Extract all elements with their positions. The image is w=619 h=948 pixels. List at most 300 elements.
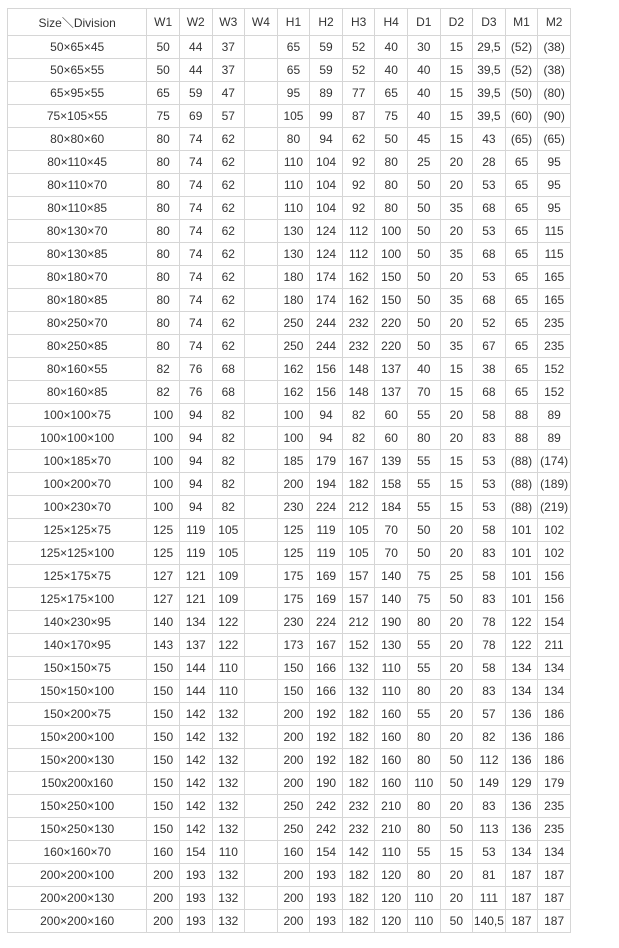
value-cell: 15 bbox=[440, 841, 473, 864]
value-cell: 180 bbox=[277, 266, 310, 289]
header-m1: M1 bbox=[505, 9, 538, 36]
value-cell: 250 bbox=[277, 312, 310, 335]
table-row bbox=[8, 795, 571, 818]
table-row bbox=[8, 772, 571, 795]
value-cell: 111 bbox=[473, 887, 506, 910]
value-cell: 89 bbox=[538, 404, 571, 427]
table-body bbox=[8, 36, 571, 933]
value-cell: 166 bbox=[310, 680, 343, 703]
spec-table-container bbox=[7, 8, 571, 933]
value-cell: (88) bbox=[505, 473, 538, 496]
value-cell: 55 bbox=[407, 496, 440, 519]
value-cell: 132 bbox=[212, 887, 245, 910]
value-cell: 134 bbox=[505, 680, 538, 703]
value-cell: 62 bbox=[212, 243, 245, 266]
value-cell: 192 bbox=[310, 726, 343, 749]
value-cell: 150 bbox=[375, 266, 408, 289]
value-cell: 15 bbox=[440, 381, 473, 404]
value-cell: 185 bbox=[277, 450, 310, 473]
value-cell: 81 bbox=[473, 864, 506, 887]
value-cell: 50 bbox=[440, 588, 473, 611]
value-cell: 80 bbox=[407, 726, 440, 749]
table-row bbox=[8, 703, 571, 726]
value-cell: 193 bbox=[310, 887, 343, 910]
value-cell: 101 bbox=[505, 588, 538, 611]
value-cell: 160 bbox=[375, 772, 408, 795]
value-cell: (88) bbox=[505, 496, 538, 519]
value-cell: 20 bbox=[440, 266, 473, 289]
value-cell: 25 bbox=[407, 151, 440, 174]
value-cell bbox=[245, 220, 278, 243]
size-cell: 200×200×160 bbox=[8, 910, 147, 933]
value-cell: 80 bbox=[147, 151, 180, 174]
value-cell: 50 bbox=[407, 289, 440, 312]
value-cell: 162 bbox=[277, 358, 310, 381]
value-cell: 104 bbox=[310, 197, 343, 220]
value-cell: 58 bbox=[473, 657, 506, 680]
value-cell: 105 bbox=[277, 105, 310, 128]
value-cell bbox=[245, 519, 278, 542]
value-cell: 60 bbox=[375, 427, 408, 450]
value-cell bbox=[245, 381, 278, 404]
header-w4: W4 bbox=[245, 9, 278, 36]
value-cell: 235 bbox=[538, 335, 571, 358]
value-cell: 115 bbox=[538, 243, 571, 266]
value-cell: 82 bbox=[212, 496, 245, 519]
value-cell: 62 bbox=[212, 151, 245, 174]
value-cell: 124 bbox=[310, 220, 343, 243]
table-row bbox=[8, 864, 571, 887]
value-cell: 92 bbox=[342, 151, 375, 174]
value-cell: 55 bbox=[407, 703, 440, 726]
value-cell: 68 bbox=[212, 358, 245, 381]
value-cell: 53 bbox=[473, 473, 506, 496]
value-cell: 20 bbox=[440, 519, 473, 542]
size-cell: 125×125×100 bbox=[8, 542, 147, 565]
value-cell bbox=[245, 703, 278, 726]
table-row bbox=[8, 542, 571, 565]
header-size-division: Size＼Division bbox=[8, 9, 147, 36]
size-cell: 80×110×70 bbox=[8, 174, 147, 197]
value-cell: 148 bbox=[342, 381, 375, 404]
value-cell: 174 bbox=[310, 289, 343, 312]
value-cell: 121 bbox=[179, 588, 212, 611]
size-cell: 100×230×70 bbox=[8, 496, 147, 519]
value-cell: 102 bbox=[538, 542, 571, 565]
value-cell: 169 bbox=[310, 588, 343, 611]
value-cell: 110 bbox=[277, 151, 310, 174]
value-cell: 75 bbox=[407, 588, 440, 611]
size-cell: 150×250×100 bbox=[8, 795, 147, 818]
value-cell: 65 bbox=[505, 174, 538, 197]
size-cell: 125×175×75 bbox=[8, 565, 147, 588]
value-cell: 156 bbox=[310, 358, 343, 381]
size-cell: 80×130×70 bbox=[8, 220, 147, 243]
value-cell bbox=[245, 266, 278, 289]
table-row bbox=[8, 887, 571, 910]
value-cell: 78 bbox=[473, 634, 506, 657]
value-cell bbox=[245, 82, 278, 105]
value-cell: 102 bbox=[538, 519, 571, 542]
table-row bbox=[8, 634, 571, 657]
value-cell: 68 bbox=[473, 289, 506, 312]
value-cell: 65 bbox=[375, 82, 408, 105]
header-m2: M2 bbox=[538, 9, 571, 36]
value-cell: 15 bbox=[440, 36, 473, 59]
value-cell: 182 bbox=[342, 473, 375, 496]
value-cell: 182 bbox=[342, 864, 375, 887]
table-header-row bbox=[8, 9, 571, 36]
value-cell bbox=[245, 473, 278, 496]
size-cell: 140×170×95 bbox=[8, 634, 147, 657]
value-cell: 110 bbox=[375, 657, 408, 680]
value-cell: 132 bbox=[342, 680, 375, 703]
value-cell: 20 bbox=[440, 542, 473, 565]
value-cell: 62 bbox=[342, 128, 375, 151]
value-cell: 119 bbox=[310, 542, 343, 565]
value-cell: 40 bbox=[407, 59, 440, 82]
value-cell: (38) bbox=[538, 59, 571, 82]
value-cell: 187 bbox=[538, 910, 571, 933]
value-cell: 244 bbox=[310, 335, 343, 358]
value-cell: 186 bbox=[538, 726, 571, 749]
value-cell: 15 bbox=[440, 82, 473, 105]
value-cell: 156 bbox=[538, 565, 571, 588]
value-cell: 83 bbox=[473, 588, 506, 611]
value-cell: 80 bbox=[407, 749, 440, 772]
value-cell: 150 bbox=[147, 680, 180, 703]
value-cell: 200 bbox=[277, 864, 310, 887]
value-cell: 82 bbox=[342, 404, 375, 427]
value-cell: 182 bbox=[342, 772, 375, 795]
value-cell: 242 bbox=[310, 795, 343, 818]
value-cell: 105 bbox=[342, 542, 375, 565]
value-cell: 80 bbox=[407, 795, 440, 818]
value-cell: 53 bbox=[473, 220, 506, 243]
value-cell: 110 bbox=[212, 657, 245, 680]
value-cell: 132 bbox=[212, 703, 245, 726]
size-cell: 150×250×130 bbox=[8, 818, 147, 841]
value-cell: 20 bbox=[440, 427, 473, 450]
header-d3: D3 bbox=[473, 9, 506, 36]
size-cell: 160×160×70 bbox=[8, 841, 147, 864]
value-cell: 179 bbox=[538, 772, 571, 795]
value-cell: (50) bbox=[505, 82, 538, 105]
value-cell: 132 bbox=[212, 795, 245, 818]
value-cell: 58 bbox=[473, 519, 506, 542]
value-cell: 136 bbox=[505, 818, 538, 841]
value-cell: 92 bbox=[342, 197, 375, 220]
value-cell: 83 bbox=[473, 680, 506, 703]
value-cell: 20 bbox=[440, 887, 473, 910]
value-cell: 235 bbox=[538, 818, 571, 841]
table-row bbox=[8, 726, 571, 749]
value-cell: 25 bbox=[440, 565, 473, 588]
value-cell: 193 bbox=[310, 864, 343, 887]
value-cell bbox=[245, 611, 278, 634]
value-cell: 220 bbox=[375, 335, 408, 358]
value-cell: 232 bbox=[342, 312, 375, 335]
value-cell: 140 bbox=[375, 565, 408, 588]
value-cell: 120 bbox=[375, 910, 408, 933]
value-cell: 110 bbox=[407, 910, 440, 933]
value-cell: 142 bbox=[179, 726, 212, 749]
value-cell: 20 bbox=[440, 864, 473, 887]
value-cell: 15 bbox=[440, 59, 473, 82]
value-cell: 92 bbox=[342, 174, 375, 197]
header-h1: H1 bbox=[277, 9, 310, 36]
size-cell: 150×150×100 bbox=[8, 680, 147, 703]
value-cell: 150 bbox=[147, 749, 180, 772]
size-cell: 150×200×100 bbox=[8, 726, 147, 749]
value-cell: 28 bbox=[473, 151, 506, 174]
value-cell: 212 bbox=[342, 496, 375, 519]
size-cell: 80×180×70 bbox=[8, 266, 147, 289]
value-cell: 193 bbox=[310, 910, 343, 933]
value-cell bbox=[245, 404, 278, 427]
table-row bbox=[8, 128, 571, 151]
table-row bbox=[8, 404, 571, 427]
value-cell: 211 bbox=[538, 634, 571, 657]
value-cell: 40 bbox=[375, 59, 408, 82]
value-cell: 120 bbox=[375, 887, 408, 910]
table-row bbox=[8, 427, 571, 450]
value-cell: 250 bbox=[277, 795, 310, 818]
value-cell: 82 bbox=[147, 381, 180, 404]
value-cell: 167 bbox=[310, 634, 343, 657]
value-cell: 20 bbox=[440, 220, 473, 243]
value-cell: 127 bbox=[147, 565, 180, 588]
value-cell: 139 bbox=[375, 450, 408, 473]
value-cell: 224 bbox=[310, 611, 343, 634]
value-cell: 175 bbox=[277, 588, 310, 611]
value-cell bbox=[245, 795, 278, 818]
table-row bbox=[8, 657, 571, 680]
value-cell: 83 bbox=[473, 427, 506, 450]
value-cell: 169 bbox=[310, 565, 343, 588]
value-cell: 134 bbox=[538, 680, 571, 703]
value-cell: 15 bbox=[440, 450, 473, 473]
value-cell: 137 bbox=[179, 634, 212, 657]
value-cell: 115 bbox=[538, 220, 571, 243]
table-row bbox=[8, 611, 571, 634]
value-cell: 50 bbox=[407, 519, 440, 542]
value-cell: 187 bbox=[505, 864, 538, 887]
value-cell: 87 bbox=[342, 105, 375, 128]
value-cell: 15 bbox=[440, 128, 473, 151]
value-cell: 124 bbox=[310, 243, 343, 266]
value-cell: 112 bbox=[342, 220, 375, 243]
value-cell: 52 bbox=[342, 36, 375, 59]
value-cell: 156 bbox=[538, 588, 571, 611]
value-cell: 95 bbox=[538, 174, 571, 197]
value-cell: 154 bbox=[179, 841, 212, 864]
value-cell: 39,5 bbox=[473, 82, 506, 105]
value-cell: 132 bbox=[212, 726, 245, 749]
size-cell: 80×180×85 bbox=[8, 289, 147, 312]
value-cell: 150 bbox=[277, 680, 310, 703]
value-cell: 55 bbox=[407, 634, 440, 657]
value-cell: 235 bbox=[538, 795, 571, 818]
value-cell: 110 bbox=[407, 772, 440, 795]
value-cell: 53 bbox=[473, 266, 506, 289]
value-cell: 65 bbox=[505, 312, 538, 335]
table-row bbox=[8, 818, 571, 841]
value-cell: 82 bbox=[147, 358, 180, 381]
size-cell: 100×200×70 bbox=[8, 473, 147, 496]
value-cell: 154 bbox=[310, 841, 343, 864]
value-cell bbox=[245, 151, 278, 174]
value-cell: 162 bbox=[277, 381, 310, 404]
value-cell: 50 bbox=[407, 335, 440, 358]
value-cell: (80) bbox=[538, 82, 571, 105]
value-cell: 100 bbox=[375, 220, 408, 243]
value-cell: 150 bbox=[277, 657, 310, 680]
value-cell: 50 bbox=[440, 818, 473, 841]
value-cell: 78 bbox=[473, 611, 506, 634]
value-cell: 160 bbox=[147, 841, 180, 864]
value-cell: 50 bbox=[407, 312, 440, 335]
value-cell: 65 bbox=[147, 82, 180, 105]
value-cell: 20 bbox=[440, 404, 473, 427]
value-cell: 148 bbox=[342, 358, 375, 381]
table-row bbox=[8, 358, 571, 381]
value-cell: 53 bbox=[473, 450, 506, 473]
value-cell: 101 bbox=[505, 542, 538, 565]
value-cell: 140 bbox=[147, 611, 180, 634]
value-cell bbox=[245, 565, 278, 588]
header-h2: H2 bbox=[310, 9, 343, 36]
value-cell: 150 bbox=[147, 818, 180, 841]
value-cell: 74 bbox=[179, 174, 212, 197]
value-cell: 134 bbox=[538, 841, 571, 864]
value-cell: 50 bbox=[407, 266, 440, 289]
value-cell: 80 bbox=[375, 197, 408, 220]
value-cell: 82 bbox=[212, 450, 245, 473]
value-cell: 80 bbox=[277, 128, 310, 151]
value-cell: 122 bbox=[505, 634, 538, 657]
size-cell: 80×250×70 bbox=[8, 312, 147, 335]
table-row bbox=[8, 565, 571, 588]
value-cell: 113 bbox=[473, 818, 506, 841]
size-cell: 125×175×100 bbox=[8, 588, 147, 611]
value-cell: 122 bbox=[212, 611, 245, 634]
value-cell: 173 bbox=[277, 634, 310, 657]
value-cell: 68 bbox=[212, 381, 245, 404]
value-cell: 220 bbox=[375, 312, 408, 335]
table-row bbox=[8, 312, 571, 335]
value-cell: 122 bbox=[505, 611, 538, 634]
value-cell: 110 bbox=[277, 174, 310, 197]
value-cell: 65 bbox=[277, 36, 310, 59]
value-cell: 55 bbox=[407, 657, 440, 680]
value-cell: 35 bbox=[440, 197, 473, 220]
table-row bbox=[8, 588, 571, 611]
value-cell: 80 bbox=[147, 197, 180, 220]
value-cell bbox=[245, 450, 278, 473]
value-cell: 82 bbox=[342, 427, 375, 450]
value-cell: 59 bbox=[179, 82, 212, 105]
value-cell: 166 bbox=[310, 657, 343, 680]
value-cell: 200 bbox=[277, 726, 310, 749]
value-cell: 182 bbox=[342, 726, 375, 749]
value-cell: 127 bbox=[147, 588, 180, 611]
size-cell: 80×130×85 bbox=[8, 243, 147, 266]
value-cell bbox=[245, 105, 278, 128]
value-cell: 15 bbox=[440, 473, 473, 496]
value-cell bbox=[245, 542, 278, 565]
value-cell bbox=[245, 680, 278, 703]
value-cell: 20 bbox=[440, 151, 473, 174]
value-cell: 119 bbox=[179, 542, 212, 565]
value-cell: 75 bbox=[407, 565, 440, 588]
value-cell: 53 bbox=[473, 174, 506, 197]
value-cell: 119 bbox=[310, 519, 343, 542]
value-cell bbox=[245, 358, 278, 381]
value-cell: 125 bbox=[277, 542, 310, 565]
table-row bbox=[8, 910, 571, 933]
value-cell: 186 bbox=[538, 749, 571, 772]
value-cell: 40 bbox=[375, 36, 408, 59]
value-cell: 80 bbox=[407, 611, 440, 634]
value-cell: 60 bbox=[375, 404, 408, 427]
value-cell bbox=[245, 772, 278, 795]
value-cell: 80 bbox=[147, 128, 180, 151]
value-cell: 74 bbox=[179, 289, 212, 312]
value-cell: 157 bbox=[342, 588, 375, 611]
size-cell: 80×110×45 bbox=[8, 151, 147, 174]
value-cell: 80 bbox=[147, 266, 180, 289]
value-cell: 200 bbox=[277, 887, 310, 910]
table-row bbox=[8, 335, 571, 358]
value-cell: 109 bbox=[212, 588, 245, 611]
value-cell bbox=[245, 243, 278, 266]
header-h3: H3 bbox=[342, 9, 375, 36]
value-cell: 80 bbox=[375, 151, 408, 174]
value-cell: (60) bbox=[505, 105, 538, 128]
value-cell: 200 bbox=[147, 887, 180, 910]
value-cell: 88 bbox=[505, 427, 538, 450]
value-cell: 40 bbox=[407, 105, 440, 128]
value-cell: 212 bbox=[342, 611, 375, 634]
value-cell: 134 bbox=[179, 611, 212, 634]
value-cell: 99 bbox=[310, 105, 343, 128]
value-cell: 152 bbox=[538, 381, 571, 404]
value-cell: (52) bbox=[505, 59, 538, 82]
value-cell: 39,5 bbox=[473, 105, 506, 128]
value-cell: 167 bbox=[342, 450, 375, 473]
value-cell: 100 bbox=[277, 427, 310, 450]
value-cell: 125 bbox=[147, 542, 180, 565]
value-cell: 152 bbox=[342, 634, 375, 657]
value-cell: 57 bbox=[212, 105, 245, 128]
value-cell: (90) bbox=[538, 105, 571, 128]
value-cell: 52 bbox=[473, 312, 506, 335]
value-cell: 179 bbox=[310, 450, 343, 473]
value-cell: 100 bbox=[147, 473, 180, 496]
size-cell: 50×65×45 bbox=[8, 36, 147, 59]
value-cell: 110 bbox=[212, 680, 245, 703]
value-cell: 200 bbox=[277, 749, 310, 772]
value-cell: 110 bbox=[407, 887, 440, 910]
value-cell: 80 bbox=[407, 427, 440, 450]
value-cell: 67 bbox=[473, 335, 506, 358]
value-cell: 53 bbox=[473, 496, 506, 519]
value-cell: 232 bbox=[342, 818, 375, 841]
value-cell: 187 bbox=[505, 887, 538, 910]
value-cell: 65 bbox=[505, 197, 538, 220]
value-cell: 193 bbox=[179, 910, 212, 933]
